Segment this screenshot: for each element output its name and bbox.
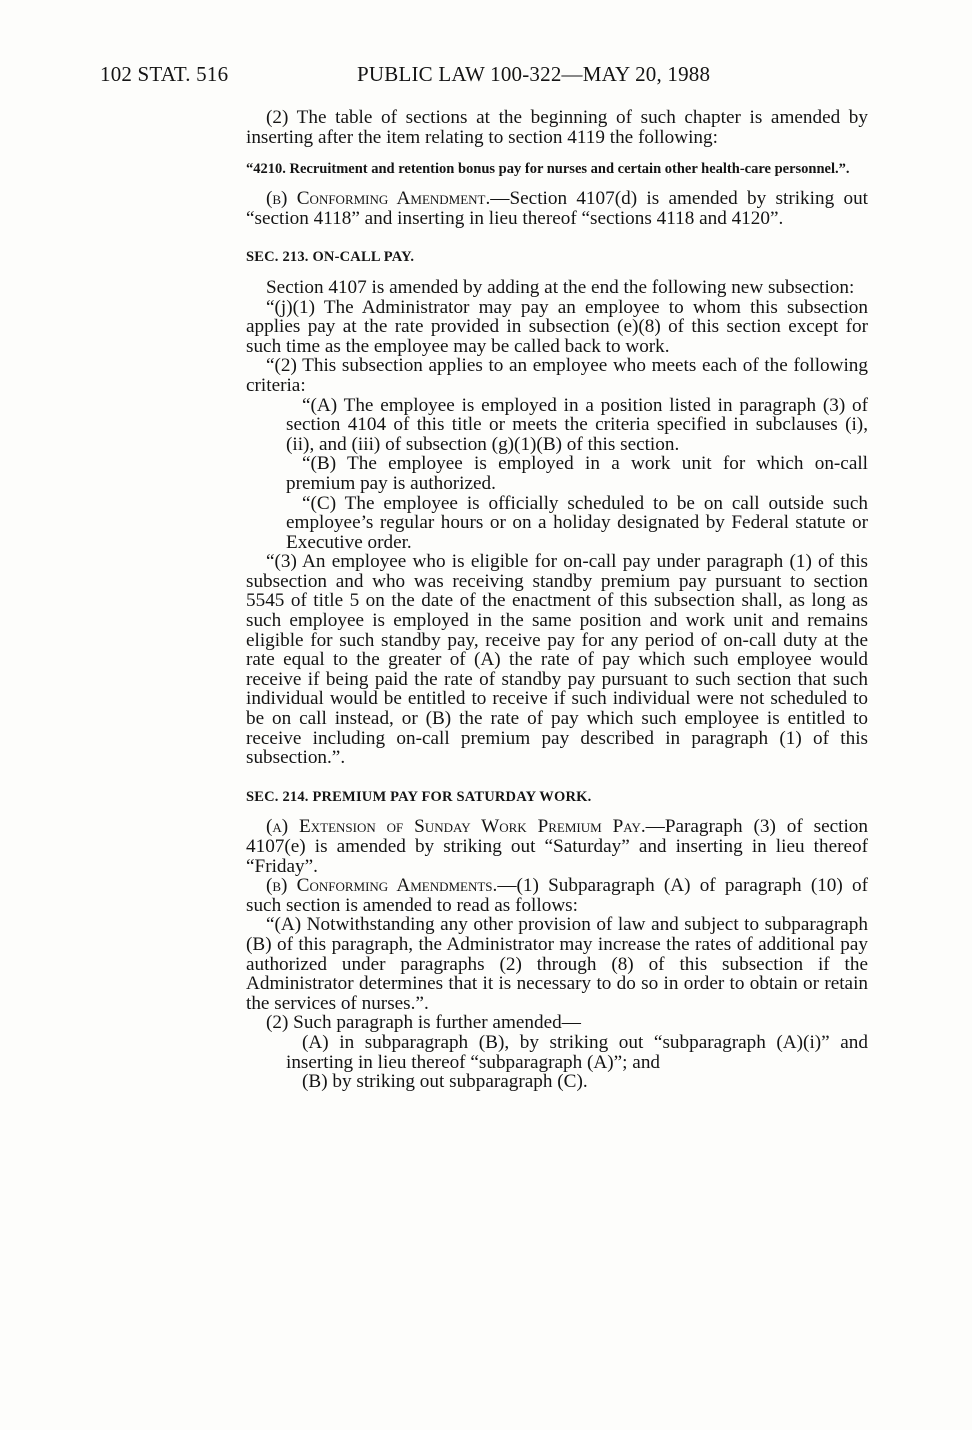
paragraph-conforming-amendment <box>246 189 868 228</box>
section-table-item: “4210. Recruitment and retention bonus pay for nurses and certain other health-care personnel.”. <box>246 161 850 178</box>
paragraph-section-4107-intro: Section 4107 is amended by adding at the end the following new subsection: <box>266 276 855 298</box>
section-213-heading: SEC. 213. ON-CALL PAY. <box>246 249 415 266</box>
paragraph-j-2-b: “(B) The employee is employed in a work unit for which on-call premium pay is authorized. <box>286 453 868 494</box>
paragraph-j-2-a: “(A) The employee is employed in a position listed in paragraph (3) of section 4104 of this title or meets the criteria specified in subclauses (i), (ii), and (iii) of subsection (g)(1)(B) of this section. <box>286 394 868 455</box>
subsection-text: —(1) Subparagraph (A) of paragraph (10) of such section is amended to read as follows: <box>246 875 868 916</box>
document-body <box>246 108 868 1092</box>
paragraph-conforming-amendments <box>246 876 868 915</box>
paragraph-further-a: (A) in subparagraph (B), by striking out “subparagraph (A)(i)” and inserting in lieu thereof “subparagraph (A)”; and <box>286 1031 868 1073</box>
paragraph-sunday-premium <box>246 817 868 876</box>
paragraph-further-b: (B) by striking out subparagraph (C). <box>302 1071 588 1093</box>
section-214-heading: SEC. 214. PREMIUM PAY FOR SATURDAY WORK. <box>246 788 592 805</box>
paragraph-subparagraph-a: “(A) Notwithstanding any other provision of law and subject to subparagraph (B) of this paragraph, the Administrator may increase the rates of additional pay authorized under paragraphs (2) through (8) of this subsection if the Administrator determines that it is necessary to do so in order to obtain or retain the services of nurses.”. <box>246 914 868 1014</box>
paragraph-j-2: “(2) This subsection applies to an employee who meets each of the following criteria: <box>246 355 868 396</box>
subsection-text: —Section 4107(d) is amended by striking out “section 4118” and inserting in lieu thereof “sections 4118 and 4120”. <box>246 188 868 229</box>
subsection-heading: (a) Extension of Sunday Work Premium Pay. <box>266 816 646 838</box>
paragraph-table-amendment: (2) The table of sections at the beginning of such chapter is amended by inserting after the item relating to section 4119 the following: <box>246 107 868 148</box>
running-header-title: PUBLIC LAW 100-322—MAY 20, 1988 <box>357 62 711 86</box>
subsection-heading: (b) Conforming Amendment. <box>266 188 491 210</box>
subsection-text: —Paragraph (3) of section 4107(e) is amended by striking out “Saturday” and inserting in lieu thereof “Friday”. <box>246 816 868 877</box>
paragraph-further-amended: (2) Such paragraph is further amended— <box>266 1012 581 1034</box>
paragraph-j-1: “(j)(1) The Administrator may pay an employee to whom this subsection applies pay at the rate provided in subsection (e)(8) of this section except for such time as the employee may be called back to work. <box>246 296 868 357</box>
paragraph-j-2-c: “(C) The employee is officially scheduled to be on call outside such employee’s regular hours or on a holiday designated by Federal statute or Executive order. <box>286 492 868 553</box>
paragraph-j-3: “(3) An employee who is eligible for on-call pay under paragraph (1) of this subsection and who was receiving standby premium pay pursuant to section 5545 of title 5 on the date of the enactment of this subsection shall, as long as such employee is employed in the same position and work unit and remains eligible for such standby pay, receive pay for any period of on-call duty at the rate equal to the greater of (A) the rate of pay which such employee would receive if being paid the rate of standby pay pursuant to such section that such individual would be entitled to receive if such individual were not scheduled to be on call instead, or (B) the rate of pay which such employee is entitled to receive including on-call premium pay described in paragraph (1) of this subsection.”. <box>246 551 868 769</box>
subsection-heading: (b) Conforming Amendments. <box>266 875 498 897</box>
statute-page-number: 102 STAT. 516 <box>100 62 229 86</box>
